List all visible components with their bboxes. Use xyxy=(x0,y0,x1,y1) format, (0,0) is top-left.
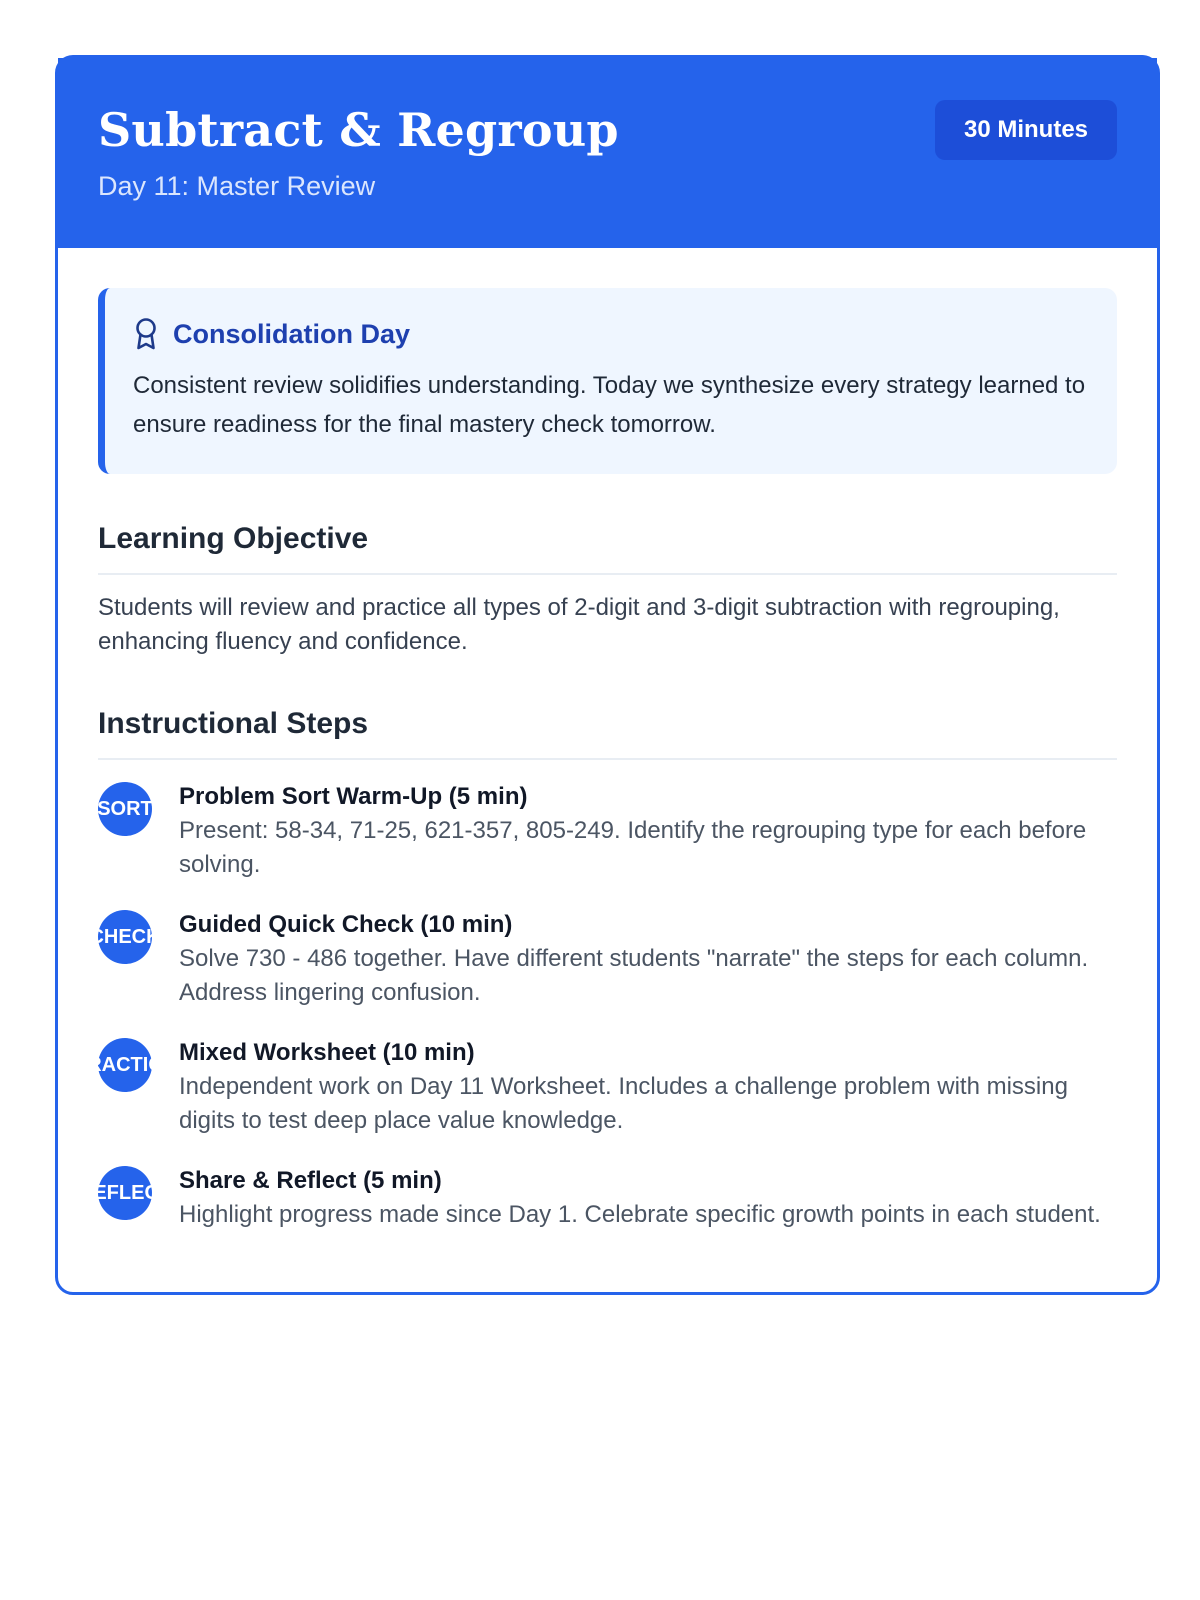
step-title: Share & Reflect (5 min) xyxy=(179,1167,442,1194)
step-badge: PRACTICE xyxy=(98,1038,152,1092)
steps-divider xyxy=(98,758,1117,760)
callout-title: Consolidation Day xyxy=(173,318,411,349)
step-item-practice xyxy=(73,1038,1117,1166)
step-badge: REFLECT xyxy=(98,1166,152,1220)
award-ribbon-icon xyxy=(133,317,159,351)
step-description: Solve 730 - 486 together. Have different students "narrate" the steps for each column. Address lingering confusion. xyxy=(179,945,1089,1006)
step-item-check xyxy=(89,910,1117,1038)
lesson-title: Subtract & Regroup xyxy=(98,103,619,157)
step-badge: SORT xyxy=(98,782,152,836)
step-title: Mixed Worksheet (10 min) xyxy=(179,1039,475,1066)
lesson-card xyxy=(55,55,1160,1295)
step-description: Present: 58-34, 71-25, 621-357, 805-249. Identify the regrouping type for each before solving. xyxy=(179,817,1087,878)
lesson-body xyxy=(58,248,1157,1294)
step-item-reflect xyxy=(78,1166,1117,1294)
callout-header xyxy=(133,316,1087,352)
duration-badge: 30 Minutes xyxy=(935,100,1117,160)
objective-text: Students will review and practice all types of 2-digit and 3-digit subtraction with regrouping, enhancing fluency and confidence. xyxy=(98,594,1060,655)
step-description: Highlight progress made since Day 1. Celebrate specific growth points in each student. xyxy=(179,1201,1101,1228)
step-badge: CHECK xyxy=(98,910,152,964)
lesson-header xyxy=(58,58,1157,248)
step-description: Independent work on Day 11 Worksheet. Includes a challenge problem with missing digits to test deep place value knowledge. xyxy=(179,1073,1068,1134)
lesson-subtitle: Day 11: Master Review xyxy=(98,171,376,201)
step-title: Guided Quick Check (10 min) xyxy=(179,911,513,938)
objective-heading: Learning Objective xyxy=(98,522,369,555)
consolidation-callout xyxy=(98,288,1117,474)
objective-divider xyxy=(98,573,1117,575)
steps-list xyxy=(73,782,1117,1294)
step-item-sort xyxy=(98,782,1117,910)
step-title: Problem Sort Warm-Up (5 min) xyxy=(179,783,528,810)
callout-text: Consistent review solidifies understanding. Today we synthesize every strategy learned to ensure readiness for the final mastery check tomorrow. xyxy=(133,372,1086,438)
steps-heading: Instructional Steps xyxy=(98,707,369,740)
